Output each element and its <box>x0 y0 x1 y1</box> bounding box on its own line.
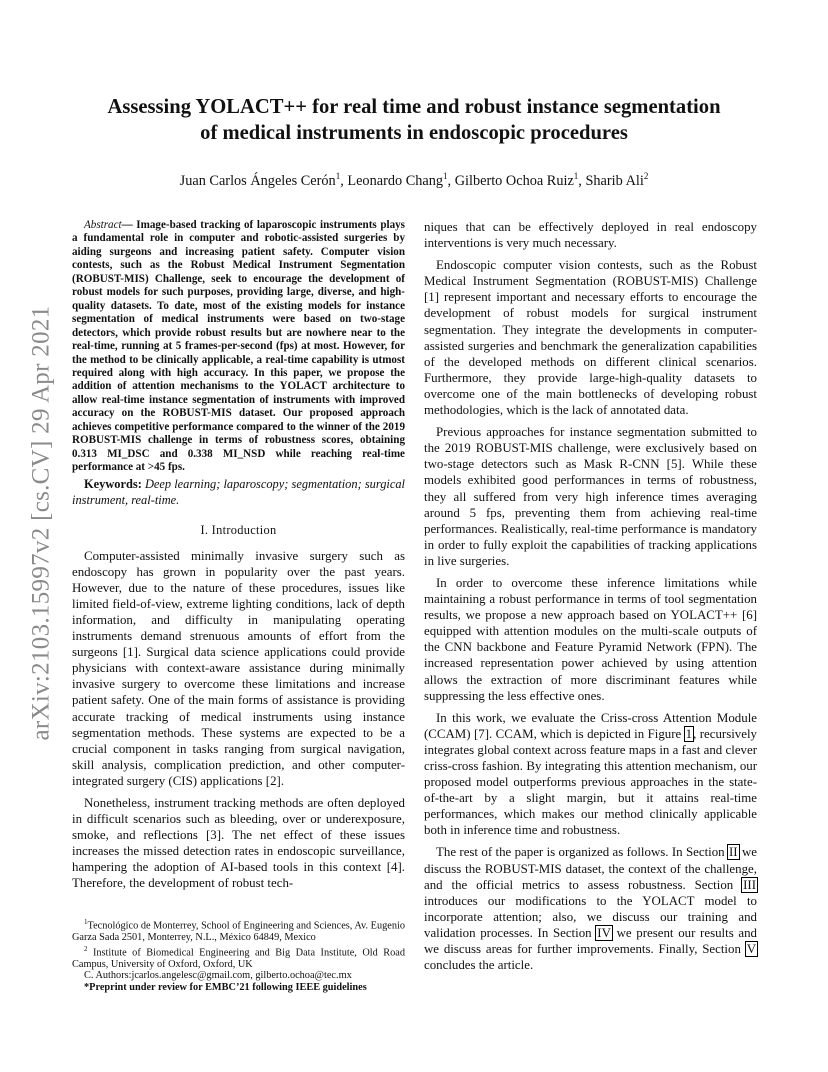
footnote-affiliation-1 <box>72 917 405 944</box>
paragraph-text: , recursively integrates global context across feature maps in a fast and clever criss-cross fashion. By integrating this attention mechanism, our proposed model outperforms previous approaches in the state-of-the-art by a slight margin, but it attains real-time performances, which makes our method clinically applicable both in inference time and robustness. <box>424 726 757 838</box>
paper-title <box>60 94 768 146</box>
author-name: Gilberto Ochoa Ruiz <box>454 172 574 189</box>
intro-paragraph-2-continued: niques that can be effectively deployed in real endoscopy interventions is very much necessary. <box>424 220 757 251</box>
footnote-text: Tecnológico de Monterrey, School of Engineering and Sciences, Av. Eugenio Garza Sada 2501, Monterrey, N.L., México 64849, Mexico <box>72 920 405 944</box>
abstract-label: Abstract <box>84 219 122 231</box>
intro-paragraph-6 <box>424 710 757 839</box>
section-v-link[interactable]: V <box>746 942 756 957</box>
arxiv-stamp <box>23 285 59 760</box>
intro-paragraph-5: In order to overcome these inference limitations while maintaining a robust performance in terms of tool segmentation results, we propose a new approach based on YOLACT++ [6] equipped with attention modules on the multi-scale outputs of the CNN backbone and Feature Pyramid Network (FPN). The increased representation power achieved by using attention allows the extraction of more discriminant features while suppressing the less effective ones. <box>424 575 757 703</box>
footnotes <box>72 917 405 993</box>
intro-paragraph-3: Endoscopic computer vision contests, such as the Robust Medical Instrument Segmentation (ROBUST-MIS) Challenge [1] represent important and necessary efforts to encourage the development of robust models for surgical instrument segmentation. They integrate the developments in computer-assisted surgeries and benchmark the generalization capabilities of the developed methods on different clinical scenarios. Furthermore, they provide large-high-quality datasets to overcome one of the main bottlenecks of developing robust methodologies, which is the lack of annotated data. <box>424 258 757 418</box>
author-affiliation-mark: 1 <box>443 171 448 181</box>
author-name: Juan Carlos Ángeles Cerón <box>179 172 336 189</box>
abstract-dash: — <box>121 219 137 231</box>
right-column <box>424 219 757 979</box>
footnote-affiliation-2 <box>72 944 405 971</box>
abstract-body: Image-based tracking of laparoscopic instruments plays a fundamental role in computer and robotic-assisted surgeries by aiding surgeons and increasing patient safety. Computer vision contests, such as the Robust Medical Instrument Segmentation (ROBUST-MIS) Challenge, seek to encourage the development of robust models for such purposes, providing large, diverse, and high-quality datasets. To date, most of the existing models for instance segmentation of medical instruments were based on two-stage detectors, which provide robust results but are nowhere near to the real-time, running at 5 frames-per-second (fps) at most. However, for the method to be clinically applicable, a real-time capability is utmost required along with high accuracy. In this paper, we propose the addition of attention mechanisms to the YOLACT architecture to allow real-time instance segmentation of instruments with improved accuracy on the ROBUST-MIS dataset. Our proposed approach achieves competitive performance compared to the winner of the 2019 ROBUST-MIS challenge in terms of robustness scores, obtaining 0.313 MI_DSC and 0.338 MI_NSD while reaching real-time performance at >45 fps. <box>72 219 405 474</box>
keywords <box>72 476 405 508</box>
section-heading-introduction: I. Introduction <box>200 522 277 537</box>
abstract <box>72 219 405 475</box>
footnote-mark: 1 <box>84 918 88 926</box>
left-column <box>72 219 405 898</box>
intro-paragraph-1: Computer-assisted minimally invasive surgery such as endoscopy has grown in popularity over the past years. However, due to the nature of these procedures, issues like limited field-of-view, extreme lighting conditions, lack of depth information, and difficulty in manipulating operating instruments demand strenuous amounts of effort from the surgeons [1]. Surgical data science applications could provide physicians with context-aware assistance during minimally invasive surgery to overcome these limitations and increase patient safety. One of the main forms of assistance is providing accurate tracking of medical instruments using instance segmentation methods. These systems are expected to be a crucial component in tasks ranging from surgical navigation, skill analysis, complication prediction, and other computer-integrated surgery (CIS) applications [2]. <box>72 548 405 788</box>
author-affiliation-mark: 2 <box>643 171 649 181</box>
intro-paragraph-7 <box>424 844 757 973</box>
keywords-label: Keywords: <box>84 476 142 491</box>
footnote-text: Institute of Biomedical Engineering and Big Data Institute, Old Road Campus, University of Oxford, Oxford, UK <box>72 947 405 970</box>
paragraph-text: we discuss the ROBUST-MIS dataset, the context of the challenge, and the official metrics to assess robustness. Section <box>424 845 757 892</box>
author-name: Sharib Ali <box>585 172 644 189</box>
author-list: Juan Carlos Ángeles Cerón$^1$, Leonardo Chang$^1$, Gilberto Ochoa Ruiz$^1$, Sharib Ali$^2$ <box>179 171 649 189</box>
footnote-contact: C. Authors:jcarlos.angelesc@gmail.com, gilberto.ochoa@tec.mx <box>84 970 352 982</box>
section-ii-link[interactable]: II <box>729 845 738 860</box>
paragraph-text: The rest of the paper is organized as follows. In Section <box>436 845 728 860</box>
section-iii-link[interactable]: III <box>743 877 756 892</box>
section-iv-link[interactable]: IV <box>597 925 611 940</box>
footnote-mark: 2 <box>84 944 88 953</box>
paragraph-text: In this work, we evaluate the Criss-cross Attention Module (CCAM) [7]. CCAM, which is depicted in Figure <box>424 710 757 741</box>
paragraph-text: introduces our modifications to the YOLACT model to incorporate attention; also, we discuss our training and validation processes. In Section <box>424 893 757 940</box>
paragraph-text: concludes the article. <box>424 958 534 973</box>
arxiv-stamp-text: arXiv:2103.15997v2 [cs.CV] 29 Apr 2021 <box>27 305 55 740</box>
figure-1-link[interactable]: 1 <box>685 726 693 741</box>
keywords-text: Deep learning; laparoscopy; segmentation; surgical instrument, real-time. <box>72 476 405 507</box>
author-affiliation-mark: 1 <box>573 171 579 181</box>
author-affiliation-mark: 1 <box>335 171 341 181</box>
footnote-preprint-note: *Preprint under review for EMBC’21 following IEEE guidelines <box>84 981 367 993</box>
paper-title-line-1: Assessing YOLACT++ for real time and robust instance segmentation <box>107 96 721 118</box>
author-name: Leonardo Chang <box>347 172 444 189</box>
paragraph-text: we present our results and we discuss areas for further improvements. Finally, Section <box>424 925 757 957</box>
paper-title-line-2: of medical instruments in endoscopic procedures <box>200 122 628 144</box>
intro-paragraph-2: Nonetheless, instrument tracking methods are often deployed in difficult scenarios such as bleeding, over or underexposure, smoke, and reflections [3]. The net effect of these issues increases the missed detection rates in endoscopic surveillance, hampering the adoption of AI-based tools in this context [4]. Therefore, the development of robust tech- <box>72 796 405 891</box>
intro-paragraph-4: Previous approaches for instance segmentation submitted to the 2019 ROBUST-MIS challenge, were exclusively based on two-stage detectors such as Mask R-CNN [5]. While these models exhibited good performances in terms of robustness, they all suffered from very high inference times averaging around 5 fps, preventing them from achieving real-time performances. Realistically, real-time performance is mandatory in order to fully exploit the capabilities of tracking applications in live surgeries. <box>424 425 757 568</box>
